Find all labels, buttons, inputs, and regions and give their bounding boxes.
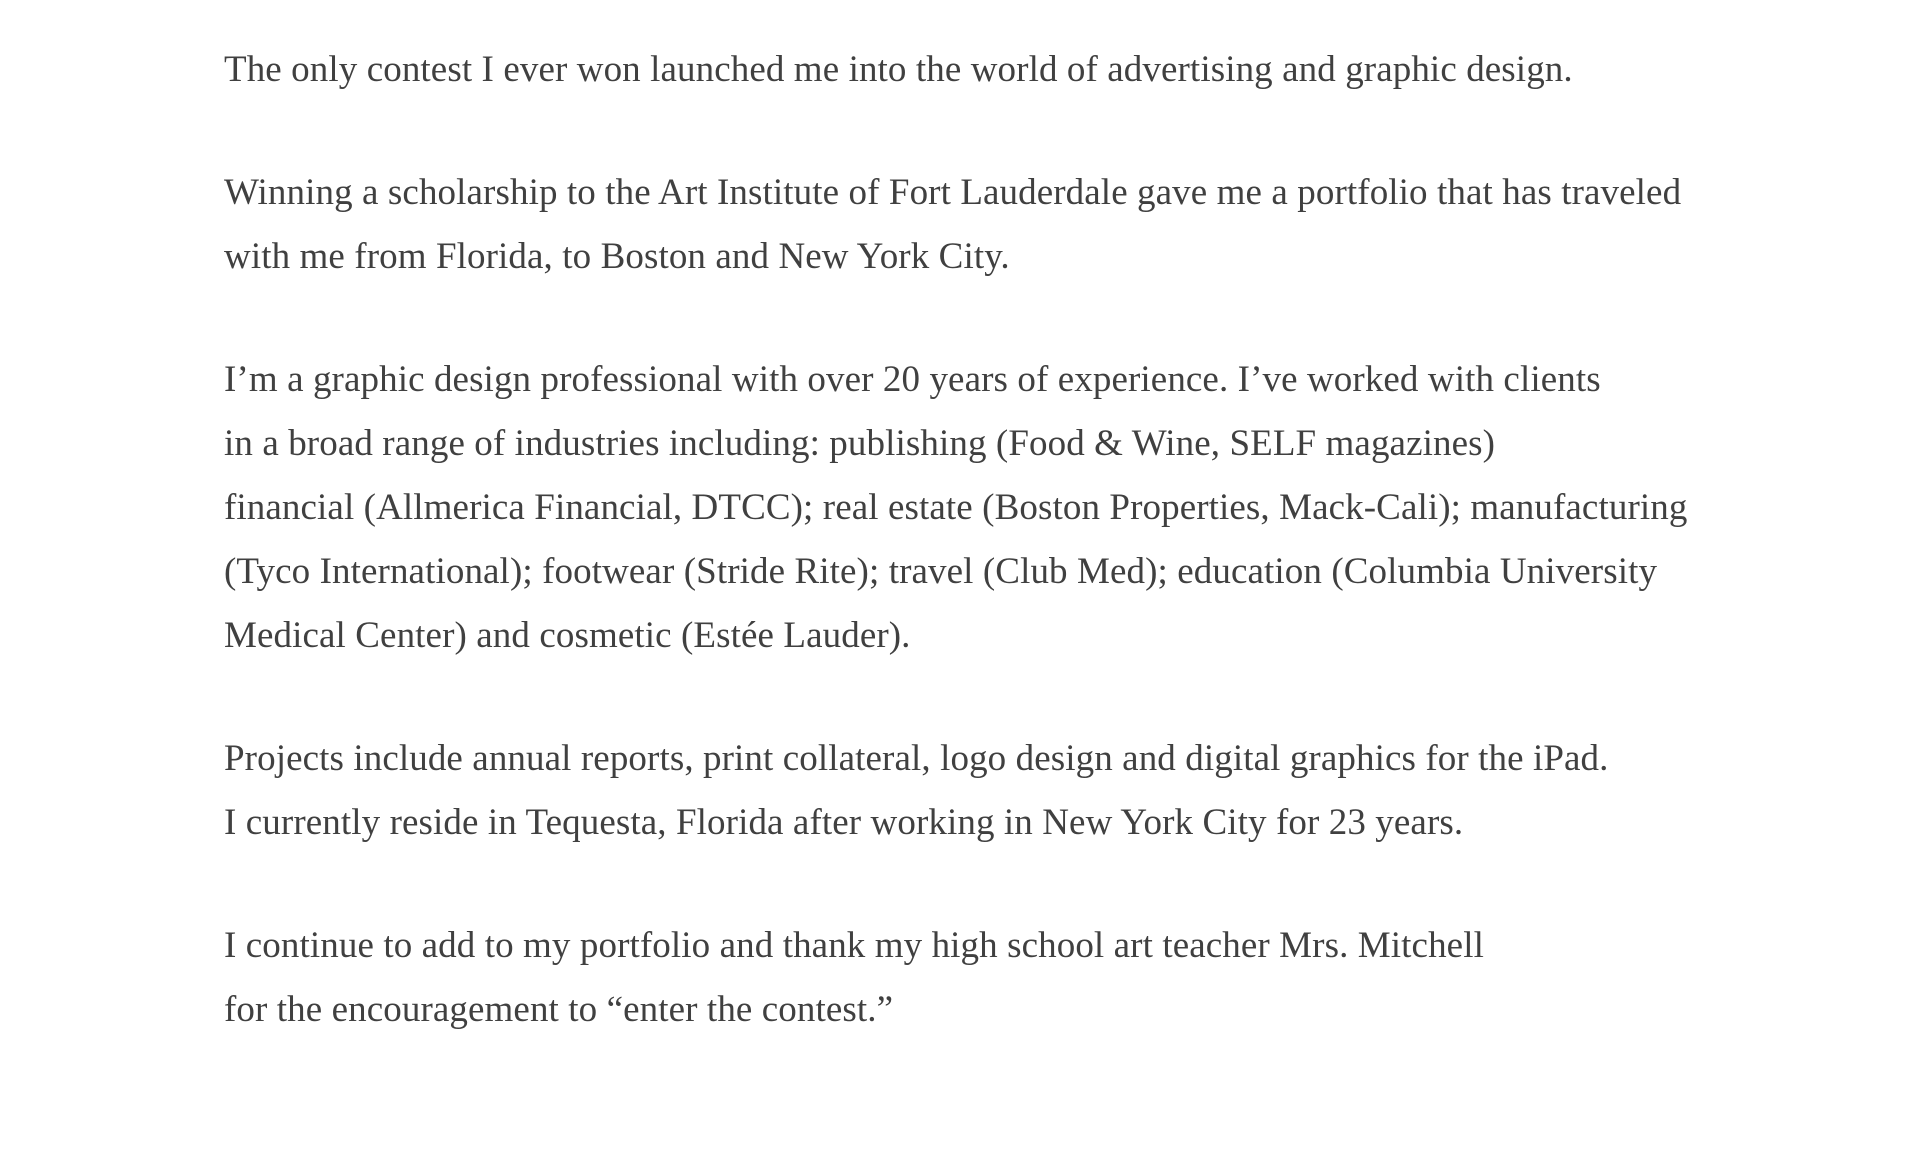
text-line: I’m a graphic design professional with over 20 years of experience. I’ve worked with clients — [224, 359, 1601, 400]
paragraph-projects — [224, 727, 1824, 855]
text-line: for the encouragement to “enter the contest.” — [224, 989, 894, 1030]
paragraph-closing — [224, 914, 1824, 1042]
text-line: (Tyco International); footwear (Stride Rite); travel (Club Med); education (Columbia University — [224, 551, 1658, 592]
text-line: The only contest I ever won launched me into the world of advertising and graphic design. — [224, 49, 1573, 90]
text-line: Projects include annual reports, print collateral, logo design and digital graphics for the iPad. — [224, 738, 1609, 779]
text-line: financial (Allmerica Financial, DTCC); real estate (Boston Properties, Mack-Cali); manufacturing — [224, 487, 1688, 528]
text-line: I currently reside in Tequesta, Florida after working in New York City for 23 years. — [224, 802, 1464, 843]
bio-text-block — [224, 38, 1824, 1101]
text-line: Winning a scholarship to the Art Institute of Fort Lauderdale gave me a portfolio that has traveled — [224, 172, 1682, 213]
text-line: Medical Center) and cosmetic (Estée Lauder). — [224, 615, 911, 656]
paragraph-scholarship — [224, 161, 1824, 289]
paragraph-contest — [224, 38, 1824, 102]
text-line: I continue to add to my portfolio and thank my high school art teacher Mrs. Mitchell — [224, 925, 1484, 966]
text-line: with me from Florida, to Boston and New York City. — [224, 236, 1010, 277]
text-line: in a broad range of industries including: publishing (Food & Wine, SELF magazines) — [224, 423, 1496, 464]
paragraph-experience — [224, 348, 1824, 668]
